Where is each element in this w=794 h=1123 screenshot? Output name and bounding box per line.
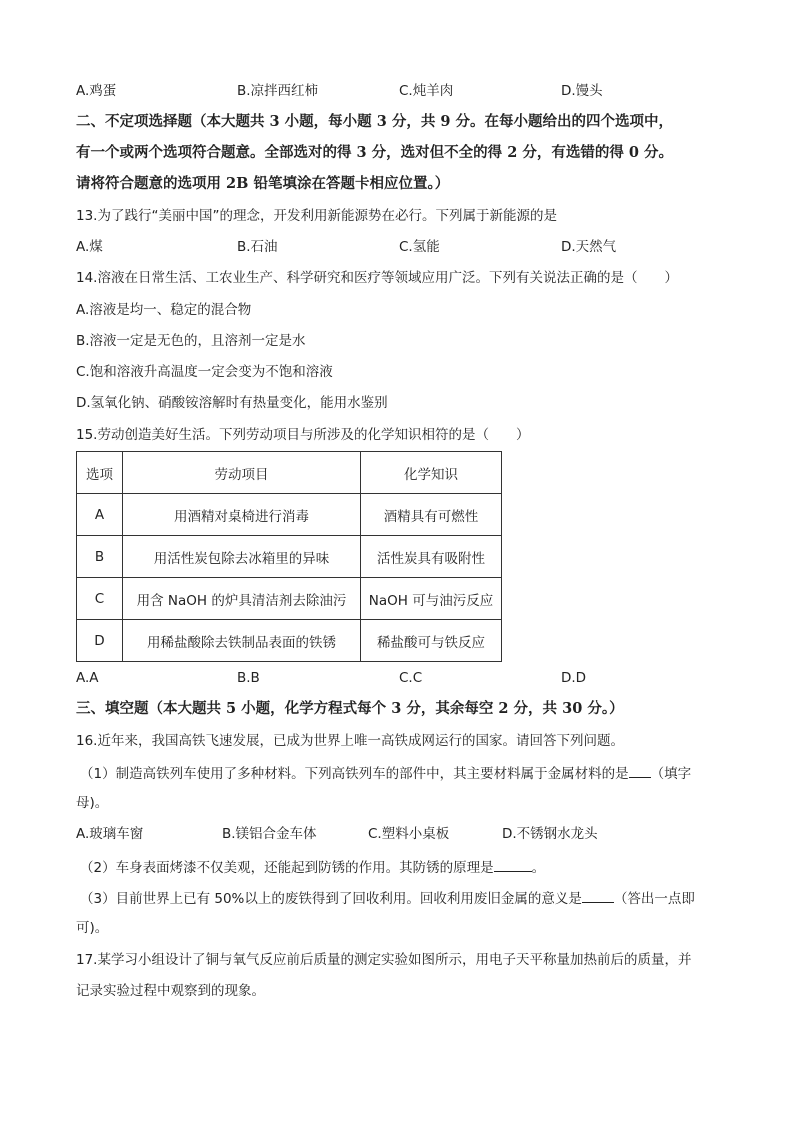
q16-option-c: C.塑料小桌板 <box>368 826 450 842</box>
section2-line2: 有一个或两个选项符合题意。全部选对的得 3 分，选对但不全的得 2 分，有选错的得 0 分。 <box>76 144 674 161</box>
q14-option-a: A.溶液是均一、稳定的混合物 <box>76 302 252 318</box>
q12-option-a: A.鸡蛋 <box>76 83 117 99</box>
table-cell: 酒精具有可燃性 <box>361 494 502 536</box>
answer-blank[interactable] <box>494 857 532 872</box>
table-cell: D <box>77 620 123 662</box>
answer-blank[interactable] <box>629 763 651 778</box>
q13-option-c: C.氢能 <box>399 239 440 255</box>
q14-option-c: C.饱和溶液升高温度一定会变为不饱和溶液 <box>76 364 333 380</box>
q16-part3-line2: 可)。 <box>76 920 109 936</box>
table-cell: A <box>77 494 123 536</box>
q13-option-a: A.煤 <box>76 239 103 255</box>
table-row <box>77 620 502 662</box>
section3-title: 三、填空题（本大题共 5 小题，化学方程式每个 3 分，其余每空 2 分，共 30 分。） <box>76 700 624 717</box>
q16-part2-tail: 。 <box>531 860 546 876</box>
q14-stem: 14.溶液在日常生活、工农业生产、科学研究和医疗等领域应用广泛。下列有关说法正确的是（ ） <box>76 270 678 286</box>
table-cell: C <box>77 578 123 620</box>
table-header: 选项 <box>77 452 123 494</box>
table-cell: 活性炭具有吸附性 <box>361 536 502 578</box>
q16-option-d: D.不锈钢水龙头 <box>502 826 598 842</box>
q13-option-d: D.天然气 <box>561 239 617 255</box>
q15-option-b: B.B <box>237 670 260 686</box>
q12-option-c: C.炖羊肉 <box>399 83 454 99</box>
q16-part3-line1 <box>80 888 695 908</box>
q16-part1-tail: （填字 <box>650 766 692 782</box>
table-row <box>77 494 502 536</box>
q15-option-a: A.A <box>76 670 99 686</box>
table-row <box>77 536 502 578</box>
q14-option-d: D.氢氧化钠、硝酸铵溶解时有热量变化，能用水鉴别 <box>76 395 388 411</box>
q13-option-b: B.石油 <box>237 239 278 255</box>
q16-option-a: A.玻璃车窗 <box>76 826 144 842</box>
q15-option-d: D.D <box>561 670 587 686</box>
q16-part1-text: （1）制造高铁列车使用了多种材料。下列高铁列车的部件中，其主要材料属于金属材料的是 <box>80 766 629 782</box>
section2-line1: 二、不定项选择题（本大题共 3 小题，每小题 3 分，共 9 分。在每小题给出的四个选项中， <box>76 113 674 130</box>
table-cell: 用稀盐酸除去铁制品表面的铁锈 <box>123 620 361 662</box>
section2-line3: 请将符合题意的选项用 2B 铅笔填涂在答题卡相应位置。） <box>76 175 450 192</box>
q15-table <box>76 451 502 662</box>
q16-part3-text: （3）目前世界上已有 50%以上的废铁得到了回收利用。回收利用废旧金属的意义是 <box>80 891 582 907</box>
q12-option-d: D.馒头 <box>561 83 603 99</box>
table-cell: 用活性炭包除去冰箱里的异味 <box>123 536 361 578</box>
q17-line1: 17.某学习小组设计了铜与氧气反应前后质量的测定实验如图所示，用电子天平称量加热前后的质量，并 <box>76 952 692 968</box>
table-cell: NaOH 可与油污反应 <box>361 578 502 620</box>
table-cell: B <box>77 536 123 578</box>
table-cell: 用含 NaOH 的炉具清洁剂去除油污 <box>123 578 361 620</box>
q15-stem: 15.劳动创造美好生活。下列劳动项目与所涉及的化学知识相符的是（ ） <box>76 427 530 443</box>
table-row <box>77 578 502 620</box>
table-header: 劳动项目 <box>123 452 361 494</box>
table-header-row <box>77 452 502 494</box>
q16-part1-line1 <box>80 763 691 783</box>
answer-blank[interactable] <box>582 888 614 903</box>
q12-option-b: B.凉拌西红柿 <box>237 83 319 99</box>
q16-part2-text: （2）车身表面烤漆不仅美观，还能起到防锈的作用。其防锈的原理是 <box>80 860 494 876</box>
q15-option-c: C.C <box>399 670 423 686</box>
q16-part2 <box>80 857 545 877</box>
q13-stem: 13.为了践行“美丽中国”的理念，开发利用新能源势在必行。下列属于新能源的是 <box>76 208 557 224</box>
q17-line2: 记录实验过程中观察到的现象。 <box>76 983 265 999</box>
q16-stem: 16.近年来，我国高铁飞速发展，已成为世界上唯一高铁成网运行的国家。请回答下列问题。 <box>76 733 624 749</box>
q16-part3-tail: （答出一点即 <box>613 891 695 907</box>
table-header: 化学知识 <box>361 452 502 494</box>
table-cell: 用酒精对桌椅进行消毒 <box>123 494 361 536</box>
q14-option-b: B.溶液一定是无色的，且溶剂一定是水 <box>76 333 306 349</box>
table-cell: 稀盐酸可与铁反应 <box>361 620 502 662</box>
q16-part1-line2: 母)。 <box>76 795 109 811</box>
q16-option-b: B.镁铝合金车体 <box>222 826 317 842</box>
